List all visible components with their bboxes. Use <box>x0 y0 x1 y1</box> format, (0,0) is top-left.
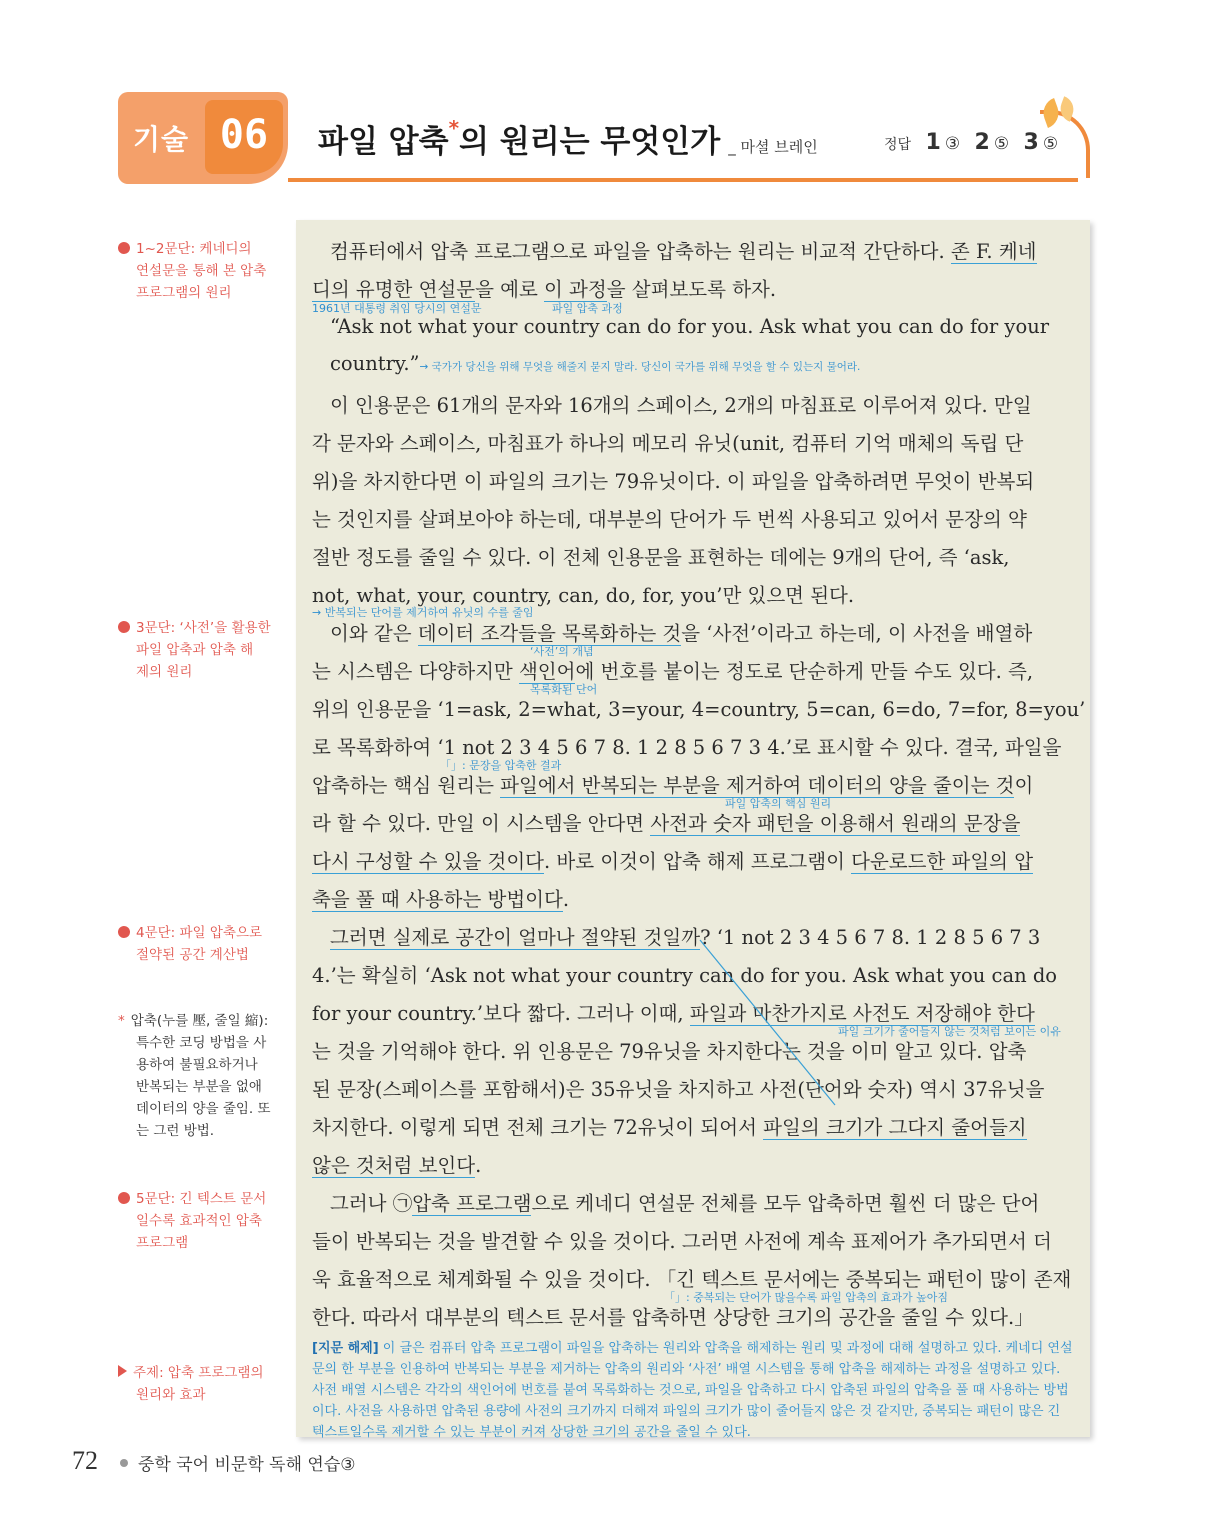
annotation-note: 「」: 중복되는 단어가 많을수록 파일 압축의 효과가 높아짐 <box>664 1291 948 1304</box>
answer-choice: ⑤ <box>993 134 1010 154</box>
answer-number: 1 <box>925 130 941 155</box>
text-line: 컴퓨터에서 압축 프로그램으로 파일을 압축하는 원리는 비교적 간단하다. 존 F. 케네 <box>330 240 1037 263</box>
passage-commentary <box>312 1338 1076 1443</box>
answer-choice: ③ <box>944 134 961 154</box>
sidebar-glossary: * 압축(누를 壓, 줄일 縮): 특수한 코딩 방법을 사 용하여 불필요하거나 반복되는 부분을 없애 데이터의 양을 줄임. 또 는 그런 방법. <box>118 1013 271 1139</box>
quote-line: country.”→ 국가가 당신을 위해 무엇을 해줄지 묻지 말라. 당신이 국가를 위해 무엇을 할 수 있는지 물어라. <box>330 352 861 375</box>
text-line: 위)을 차지한다면 이 파일의 크기는 79유닛이다. 이 파일을 압축하려면 무엇이 반복되 <box>312 470 1035 493</box>
annotation-note: ‘사전’의 개념 <box>530 645 594 658</box>
text-line: 된 문장(스페이스를 포함해서)은 35유닛을 차지하고 사전(단어와 숫자) 역시 37유닛을 <box>312 1078 1045 1101</box>
text-line: 절반 정도를 줄일 수 있다. 이 전체 인용문을 표현하는 데에는 9개의 단어, 즉 ‘ask, <box>312 546 1010 569</box>
text-line: 는 것을 기억해야 한다. 위 인용문은 79유닛을 차지한다는 것을 이미 알고 있다. 압축 <box>312 1040 1027 1063</box>
connector-arrow <box>690 935 850 1115</box>
annotation-note: 1961년 대통령 취임 당시의 연설문 <box>312 302 482 315</box>
section-number: 06 <box>205 100 283 174</box>
text-line: 들이 반복되는 것을 발견할 수 있을 것이다. 그러면 사전에 계속 표제어가 추가되면서 더 <box>312 1230 1052 1253</box>
text-line: 위의 인용문을 ‘1=ask, 2=what, 3=your, 4=country, 5=can, 6=do, 7=for, 8=you’ <box>312 698 1086 721</box>
title-underline <box>288 178 1078 182</box>
annotation-note: 목록화된 단어 <box>530 683 598 696</box>
text-line: 라 할 수 있다. 만일 이 시스템을 안다면 사전과 숫자 패턴을 이용해서 원래의 문장을 <box>312 812 1021 835</box>
text-line: 각 문자와 스페이스, 마침표가 하나의 메모리 유닛(unit, 컴퓨터 기억 매체의 독립 단 <box>312 432 1024 455</box>
annotation-note: → 국가가 당신을 위해 무엇을 해줄지 묻지 말라. 당신이 국가를 위해 무엇을 할 수 있는지 물어라. <box>419 361 861 373</box>
text-line: 차지한다. 이렇게 되면 전체 크기는 72유닛이 되어서 파일의 크기가 그다지 줄어들지 <box>312 1116 1027 1139</box>
text-line: 한다. 따라서 대부분의 텍스트 문서를 압축하면 상당한 크기의 공간을 줄일 수 있다.」 <box>312 1306 1034 1329</box>
text-line: 압축하는 핵심 원리는 파일에서 반복되는 부분을 제거하여 데이터의 양을 줄이는 것이 <box>312 774 1034 797</box>
commentary-label: [지문 해제] <box>312 1341 379 1356</box>
sidebar-summary-4: 4문단: 파일 압축으로 절약된 공간 계산법 <box>118 922 278 966</box>
text-line: for your country.’보다 짧다. 그러나 이때, 파일과 마찬가지로 사전도 저장해야 한다 <box>312 1002 1035 1025</box>
text-line: 이와 같은 데이터 조각들을 목록화하는 것을 ‘사전’이라고 하는데, 이 사전을 배열하 <box>330 622 1033 645</box>
sidebar-summary-5: 5문단: 긴 텍스트 문서 일수록 효과적인 압축 프로그램 <box>118 1188 278 1254</box>
text-line: 욱 효율적으로 체계화될 수 있을 것이다. 「긴 텍스트 문서에는 중복되는 패턴이 많이 존재 <box>312 1268 1072 1291</box>
sidebar-summary-1: 1~2문단: 케네디의 연설문을 통해 본 압축 프로그램의 원리 <box>118 238 278 304</box>
title-rest: 의 원리는 무엇인가 <box>459 124 721 160</box>
bullet-icon <box>118 242 130 254</box>
answer-key <box>884 130 1058 155</box>
text-line: 그러나 ㉠압축 프로그램으로 케네디 연설문 전체를 모두 압축하면 훨씬 더 많은 단어 <box>330 1192 1040 1215</box>
page-number: 72 <box>72 1446 98 1475</box>
author: _ 마셜 브레인 <box>728 138 818 156</box>
bullet-icon <box>118 926 130 938</box>
text-line: 그러면 실제로 공간이 얼마나 절약된 것일까? ‘1 not 2 3 4 5 6 7 8. 1 2 8 5 6 7 3 <box>330 926 1041 949</box>
answer-number: 2 <box>974 130 990 155</box>
page-title <box>318 116 818 161</box>
section-tag-label: 기술 <box>133 123 190 156</box>
text-line: 는 시스템은 다양하지만 색인어에 번호를 붙이는 정도로 단순하게 만들 수도 있다. 즉, <box>312 660 1034 683</box>
commentary-text: 이 글은 컴퓨터 압축 프로그램이 파일을 압축하는 원리와 압축을 해제하는 원리 및 과정에 대해 설명하고 있다. 케네디 연설문의 한 부분을 인용하여 반복되는 부분을 제거하는 압축의 원리와 ‘사전’ 배열 시스템을 통해 압축을 해제하는 과정을 설명하고 있다. 사전 배열 시스템은 각각의 색인어에 번호를 붙여 목록화하는 것으로, 파일을 압축하고 다시 압축된 파일의 압축을 풀 때 사용하는 방법이다. 사전을 사용하면 압축된 용량에 사전의 크기까지 더해져 파일의 크기가 많이 줄어들지 않은 것 같지만, 중복되는 패턴이 많은 긴 텍스트일수록 제거할 수 있는 부분이 커져 상당한 크기의 공간을 줄일 수 있다. <box>312 1341 1073 1440</box>
footer-dot-icon <box>120 1459 128 1467</box>
book-title: 중학 국어 비문학 독해 연습③ <box>138 1455 356 1475</box>
answer-choice: ⑤ <box>1042 134 1059 154</box>
text-line: 로 목록화하여 ‘1 not 2 3 4 5 6 7 8. 1 2 8 5 6 7 3 4.’로 표시할 수 있다. 결국, 파일을 <box>312 736 1062 759</box>
text-line: 않은 것처럼 보인다. <box>312 1154 482 1177</box>
annotation-note: 파일 압축 과정 <box>552 302 623 315</box>
annotation-note: 파일 크기가 줄어들지 않는 것처럼 보이는 이유 <box>838 1025 1061 1038</box>
bullet-icon <box>118 1192 130 1204</box>
text-line: 이 인용문은 61개의 문자와 16개의 스페이스, 2개의 마침표로 이루어져 있다. 만일 <box>330 394 1032 417</box>
sidebar-theme: 주제: 압축 프로그램의 원리와 효과 <box>118 1362 278 1406</box>
text-line: not, what, your, country, can, do, for, you’만 있으면 된다. <box>312 584 855 607</box>
text-line: 는 것인지를 살펴보아야 하는데, 대부분의 단어가 두 번씩 사용되고 있어서 문장의 약 <box>312 508 1027 531</box>
text-line: 디의 유명한 연설문을 예로 이 과정을 살펴보도록 하자. <box>312 278 777 301</box>
text-line: 4.’는 확실히 ‘Ask not what your country can do for you. Ask what you can do <box>312 964 1058 987</box>
annotation-note: 파일 압축의 핵심 원리 <box>725 797 832 810</box>
sidebar-summary-3: 3문단: ‘사전’을 활용한 파일 압축과 압축 해 제의 원리 <box>118 617 278 683</box>
title-main: 파일 압축 <box>318 124 449 160</box>
triangle-icon <box>118 1365 127 1377</box>
asterisk-icon: * <box>118 1013 125 1029</box>
annotation-note: 「」: 문장을 압축한 결과 <box>440 759 562 772</box>
bullet-icon <box>118 621 130 633</box>
text-line: 축을 풀 때 사용하는 방법이다. <box>312 888 570 911</box>
answer-label: 정답 <box>884 137 912 153</box>
annotation-note: → 반복되는 단어를 제거하여 유닛의 수를 줄임 <box>312 606 534 619</box>
title-star: * <box>448 116 460 140</box>
answer-number: 3 <box>1023 130 1039 155</box>
quote-line: “Ask not what your country can do for you. Ask what you can do for your <box>330 315 1050 338</box>
text-line: 다시 구성할 수 있을 것이다. 바로 이것이 압축 해제 프로그램이 다운로드한 파일의 압 <box>312 850 1034 873</box>
